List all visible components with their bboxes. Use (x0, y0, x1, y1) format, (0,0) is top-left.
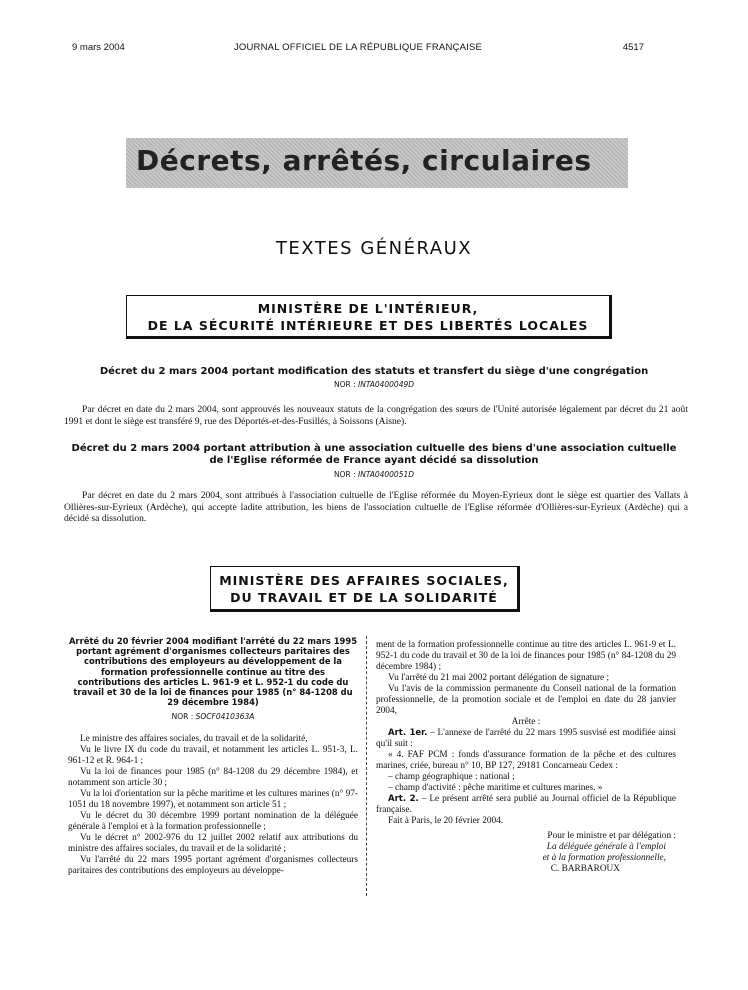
article-2 (376, 794, 676, 816)
banner-title: Décrets, arrêtés, circulaires (136, 144, 592, 177)
arrete-paragraph: Vu l'arrêté du 22 mars 1995 portant agrément d'organismes collecteurs paritaires des contributions des employeurs au développe- (68, 855, 358, 877)
article-2-label: Art. 2. (388, 794, 419, 804)
signatory-name: C. BARBAROUX (550, 864, 620, 874)
annex-dash-item: – champ d'activité : pêche maritime et cultures marines. » (388, 783, 603, 793)
nor-code: INTA0400049D (358, 380, 415, 389)
arrete-label: Arrête : (511, 717, 541, 727)
arrete-left-column (68, 636, 358, 877)
nor-code: INTA0400051D (358, 470, 415, 479)
ministry-line-1: MINISTÈRE DES AFFAIRES SOCIALES, (219, 573, 509, 588)
ministry-box-interior (126, 295, 612, 339)
ministry-line-1: MINISTÈRE DE L'INTÉRIEUR, (257, 301, 479, 316)
signature-line: Pour le ministre et par délégation : (547, 831, 676, 841)
arrete-paragraph: Vu le décret n° 2002-976 du 12 juillet 2002 relatif aux attributions du ministre des affaires sociales, du travail et de la solidarité ; (68, 833, 358, 855)
header-journal-title: JOURNAL OFFICIEL DE LA RÉPUBLIQUE FRANÇAISE (233, 42, 483, 53)
arrete-title: Arrêté du 20 février 2004 modifiant l'arrêté du 22 mars 1995 portant agrément d'organismes collecteurs paritaires des contributions des employeurs au développement de la formation professionnelle continue au titre des contributions des articles L. 961-9 et L. 952-1 du code du travail et 30 de la loi de finances pour 1985 (n° 84-1208 du 29 décembre 1984) (68, 636, 358, 708)
decree-1-title: Décret du 2 mars 2004 portant modification des statuts et transfert du siège d'une congrégation (99, 366, 649, 377)
arrete-paragraph: Vu l'arrêté du 21 mai 2002 portant délégation de signature ; (388, 673, 610, 683)
sections-title: TEXTES GÉNÉRAUX (275, 238, 473, 259)
signature-line: et à la formation professionnelle, (542, 853, 666, 863)
arrete-paragraph: Le ministre des affaires sociales, du travail et de la solidarité, (80, 734, 308, 745)
annex-quote: « 4. FAF PCM : fonds d'assurance formation de la pêche et des cultures marines, criée, bureau n° 10, BP 127, 29181 Concarneau Cedex : (376, 750, 676, 771)
arrete-paragraph: Vu la loi de finances pour 1985 (n° 84-1208 du 29 décembre 1984), et notamment son article 30 ; (68, 767, 358, 789)
section-banner (126, 138, 628, 188)
nor-label: NOR : (171, 712, 194, 722)
signature-line: La déléguée générale à l'emploi (546, 842, 666, 852)
arrete-paragraph: Vu l'avis de la commission permanente du Conseil national de la formation professionnelle, de la promotion sociale et de l'emploi en date du 28 janvier 2004, (376, 684, 676, 716)
article-1 (376, 728, 676, 750)
done-at: Fait à Paris, le 20 février 2004. (388, 816, 504, 826)
ministry-line-2: DU TRAVAIL ET DE LA SOLIDARITÉ (230, 590, 498, 605)
decree-1-text: Par décret en date du 2 mars 2004, sont approuvés les nouveaux statuts de la congrégation des sœurs de l'Unité autorisée légalement par décret du 21 août 1991 et dont le siège est transféré 9, rue des Déportés-et-des-Fusillés, à Soissons (Aisne). (64, 404, 688, 427)
article-1-text: – L'annexe de l'arrêté du 22 mars 1995 susvisé est modifiée ainsi qu'il suit : (376, 728, 676, 749)
arrete-paragraph: Vu le livre IX du code du travail, et notamment les articles L. 951-3, L. 961-12 et R. 964-1 ; (68, 745, 358, 767)
decree-2-nor (0, 470, 748, 479)
arrete-nor (68, 711, 358, 722)
arrete-paragraph: Vu la loi d'orientation sur la pêche maritime et les cultures marines (n° 97-1051 du 18 novembre 1997), et notamment son article 51 ; (68, 789, 358, 811)
decree-1-nor (0, 380, 748, 389)
header-page-number: 4517 (622, 42, 644, 53)
decree-2-text: Par décret en date du 2 mars 2004, sont attribués à l'association cultuelle de l'Eglise réformée du Moyen-Eyrieux dont le siège est quartier des Vallats à Ollières-sur-Eyrieux (Ardèche), qui accepte ladite attribution, les biens de l'association cultuelle de l'Eglise réformée d'Ollières-sur-Eyrieux (Ardèche) qui a décidé sa dissolution. (64, 490, 688, 524)
article-1-label: Art. 1er. (388, 728, 428, 738)
arrete-right-column (376, 640, 676, 875)
nor-code: SOCF0410363A (195, 712, 255, 722)
arrete-paragraph: Vu le décret du 30 décembre 1999 portant nomination de la déléguée générale à l'emploi et à la formation professionnelle ; (68, 811, 358, 833)
page-header (72, 42, 644, 56)
article-2-text: – Le présent arrêté sera publié au Journal officiel de la République française. (376, 794, 676, 815)
nor-label: NOR : (333, 470, 356, 479)
ministry-box-social-affairs (210, 566, 520, 612)
column-divider (366, 636, 367, 896)
annex-dash-item: – champ géographique : national ; (388, 772, 515, 782)
header-date: 9 mars 2004 (72, 42, 125, 53)
decree-2-title: Décret du 2 mars 2004 portant attribution à une association cultuelle des biens d'une association cultuelle de l'Eglise réformée de France ayant décidé sa dissolution (71, 443, 677, 466)
arrete-paragraph: ment de la formation professionnelle continue au titre des articles L. 961-9 et L. 952-1 du code du travail et 30 de la loi de finances pour 1985 (n° 84-1208 du 29 décembre 1984) ; (376, 640, 676, 672)
nor-label: NOR : (333, 380, 356, 389)
ministry-line-2: DE LA SÉCURITÉ INTÉRIEURE ET DES LIBERTÉS LOCALES (147, 318, 589, 333)
